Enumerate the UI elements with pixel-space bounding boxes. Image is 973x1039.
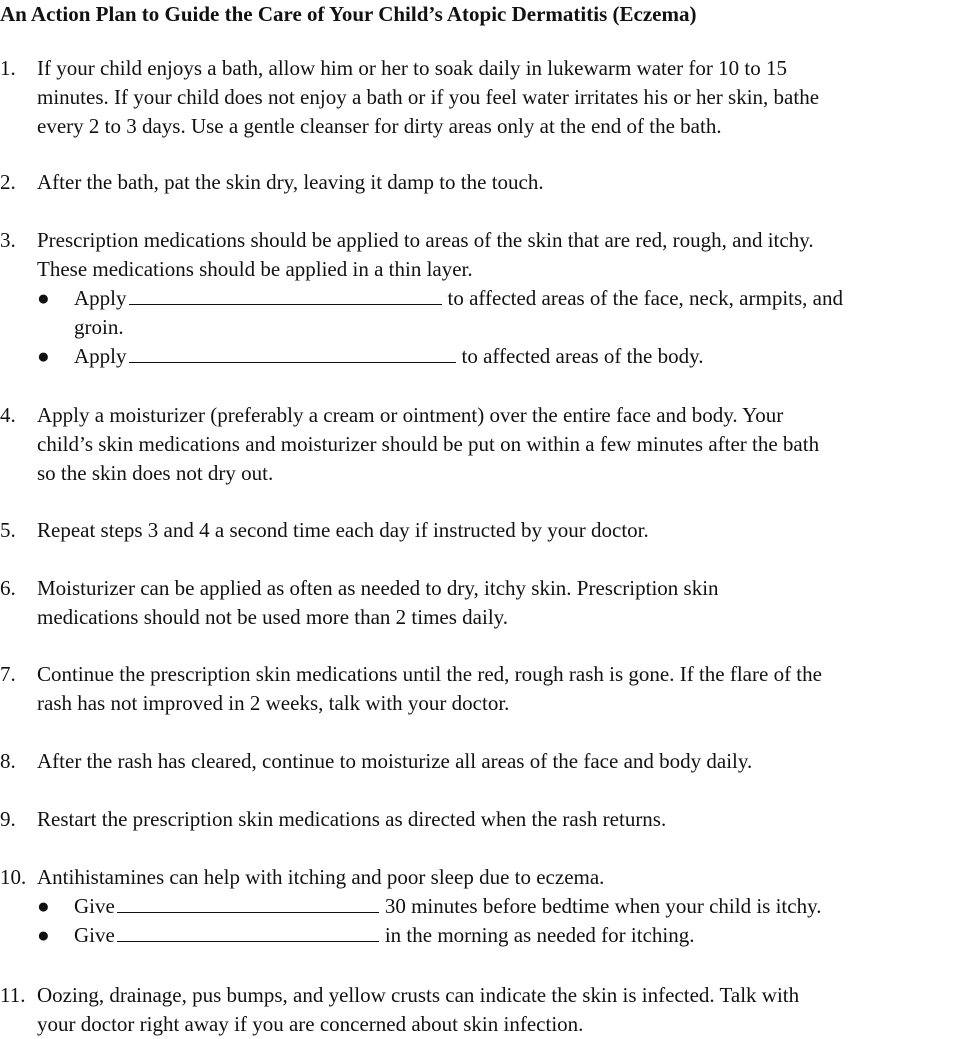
item-text-line: every 2 to 3 days. Use a gentle cleanser for dirty areas only at the end of the bath. [37,114,722,138]
list-item [0,226,973,371]
item-text-line: If your child enjoys a bath, allow him or her to soak daily in lukewarm water for 10 to 15 [37,56,787,80]
item-text-line: After the bath, pat the skin dry, leaving it damp to the touch. [37,170,544,194]
item-number: 7. [0,662,16,686]
item-number: 8. [0,749,16,773]
bullet-item [37,342,973,371]
bullet-continuation-text: groin. [74,315,124,339]
item-text-line: your doctor right away if you are concerned about skin infection. [37,1012,584,1036]
item-text-line: Oozing, drainage, pus bumps, and yellow crusts can indicate the skin is infected. Talk with [37,983,800,1007]
item-number: 10. [0,865,27,889]
bullet-lead-text: Apply [74,286,127,310]
item-text-line: medications should not be used more than 2 times daily. [37,605,509,629]
bullet-trail-text: to affected areas of the body. [461,344,704,368]
bullet-trail-text: 30 minutes before bedtime when your child is itchy. [384,894,822,918]
list-item [0,574,973,632]
bullet-lead-text: Give [74,923,115,947]
list-item [0,516,973,545]
item-text-line: Apply a moisturizer (preferably a cream or ointment) over the entire face and body. Your [37,403,784,427]
bullet-item [37,892,973,921]
list-item [0,54,973,141]
item-number: 2. [0,170,16,194]
bullet-icon: ● [37,894,50,918]
bullet-icon: ● [37,923,50,947]
bullet-item [37,284,973,313]
item-text-line: so the skin does not dry out. [37,461,274,485]
item-text-line: rash has not improved in 2 weeks, talk with your doctor. [37,691,510,715]
item-number: 9. [0,807,16,831]
list-item [0,805,973,834]
item-text-line: Moisturizer can be applied as often as needed to dry, itchy skin. Prescription skin [37,576,719,600]
item-text-line: Prescription medications should be applied to areas of the skin that are red, rough, and itchy. [37,228,814,252]
fill-in-blank[interactable] [117,921,379,942]
fill-in-blank[interactable] [117,892,379,913]
bullet-trail-text: in the morning as needed for itching. [384,923,695,947]
item-text-line: Antihistamines can help with itching and poor sleep due to eczema. [37,865,605,889]
item-text-line: Continue the prescription skin medications until the red, rough rash is gone. If the flare of the [37,662,822,686]
list-item [0,863,973,950]
list-item [0,401,973,488]
item-number: 11. [0,983,26,1007]
item-number: 3. [0,228,16,252]
bullet-icon: ● [37,286,50,310]
item-text-line: Restart the prescription skin medications as directed when the rash returns. [37,807,667,831]
item-text-line: Repeat steps 3 and 4 a second time each day if instructed by your doctor. [37,518,649,542]
item-number: 6. [0,576,16,600]
bullet-trail-text: to affected areas of the face, neck, armpits, and [447,286,843,310]
item-text-line: After the rash has cleared, continue to moisturize all areas of the face and body daily. [37,749,753,773]
item-text-line: These medications should be applied in a thin layer. [37,257,473,281]
list-item [0,747,973,776]
bullet-item [37,921,973,950]
fill-in-blank[interactable] [129,284,442,305]
item-text-line: minutes. If your child does not enjoy a bath or if you feel water irritates his or her skin, bathe [37,85,820,109]
item-text-line: child’s skin medications and moisturizer should be put on within a few minutes after the bath [37,432,820,456]
bullet-lead-text: Give [74,894,115,918]
item-number: 4. [0,403,16,427]
list-item [0,981,973,1039]
item-number: 5. [0,518,16,542]
list-item [0,168,973,197]
list-item [0,660,973,718]
bullet-lead-text: Apply [74,344,127,368]
bullet-icon: ● [37,344,50,368]
fill-in-blank[interactable] [129,342,456,363]
item-number: 1. [0,56,16,80]
document-title: An Action Plan to Guide the Care of Your Child’s Atopic Dermatitis (Eczema) [0,2,697,26]
